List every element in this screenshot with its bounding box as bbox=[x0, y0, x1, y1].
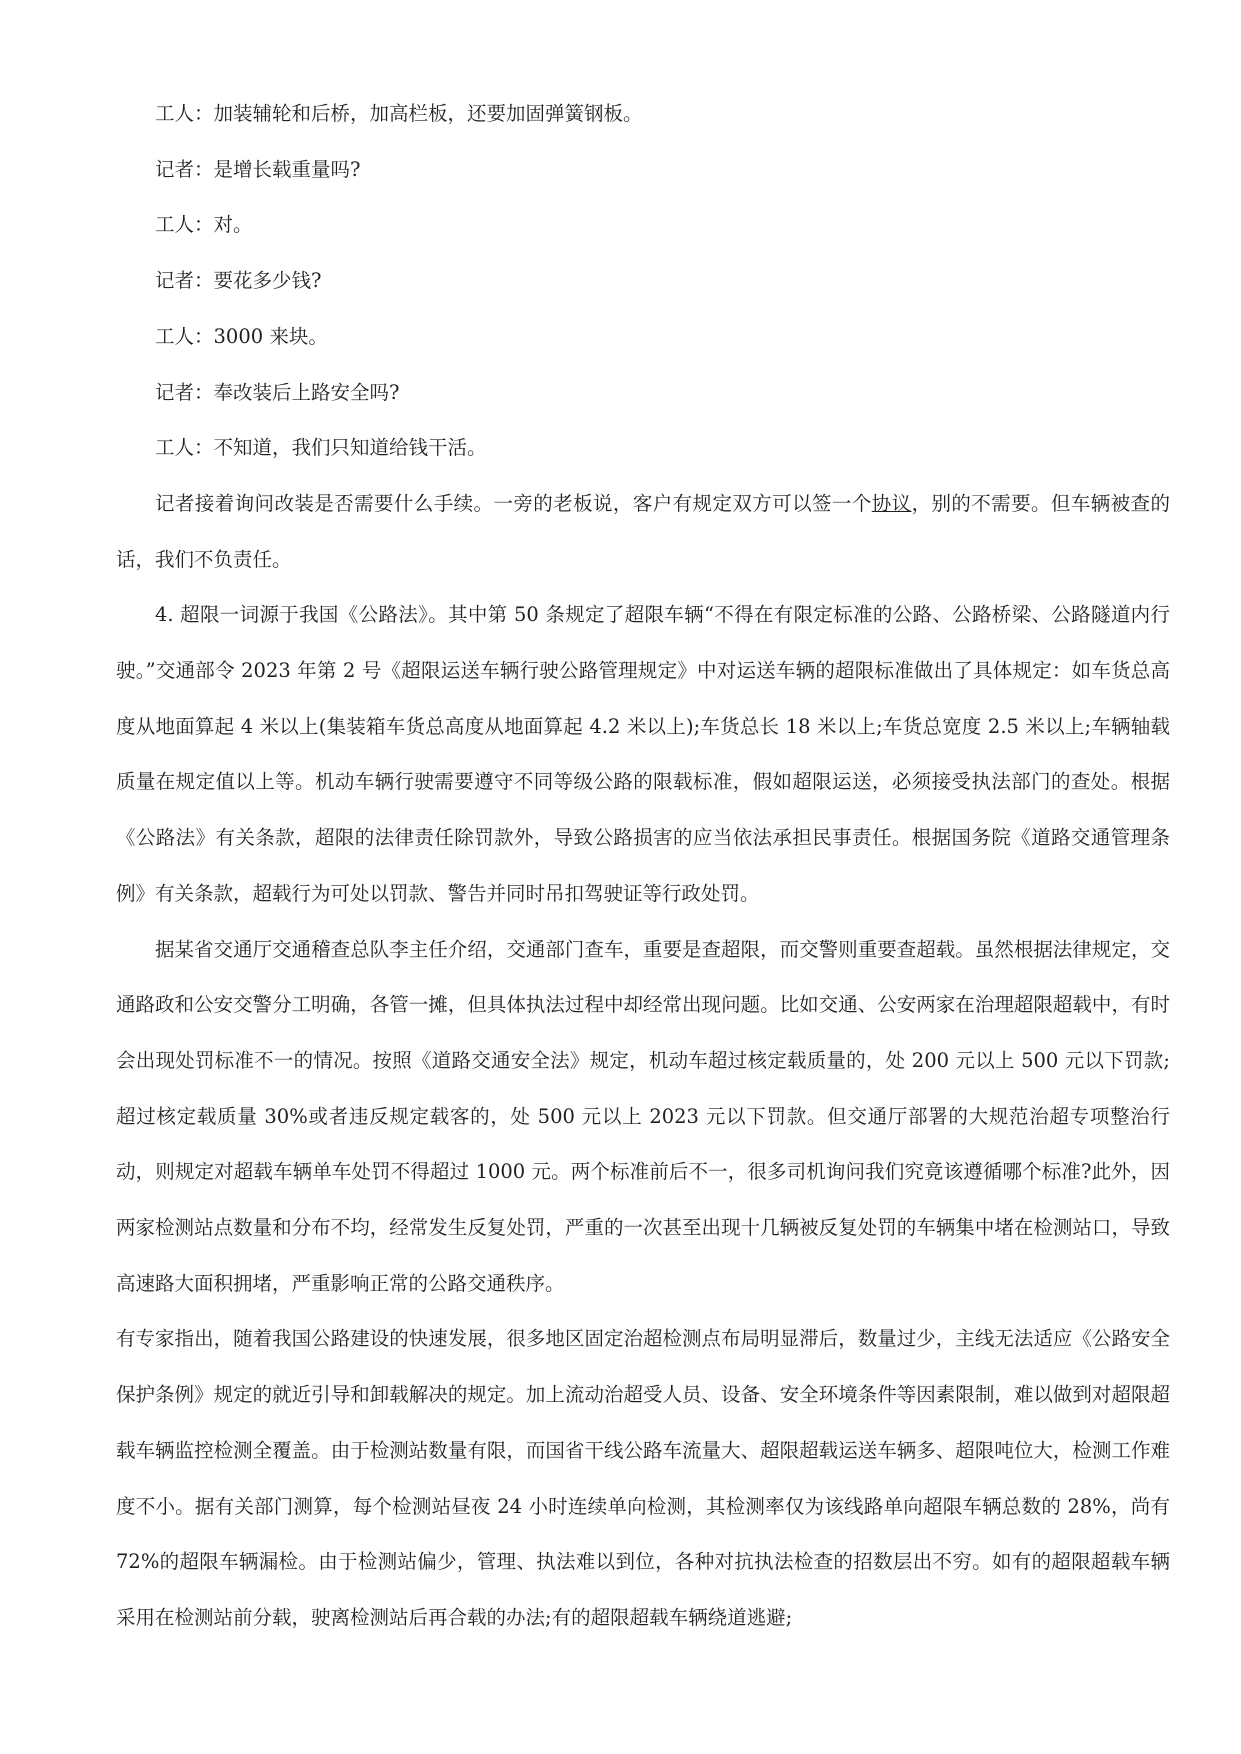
dialogue-text: 是增长载重量吗? bbox=[213, 157, 361, 181]
dialogue-line bbox=[116, 142, 1170, 198]
paragraph-expert-opinion: 有专家指出，随着我国公路建设的快速发展，很多地区固定治超检测点布局明显滞后，数量过少，主线无法适应《公路安全保护条例》规定的就近引导和卸载解决的规定。加上流动治超受人员、设备、安全环境条件等因素限制，难以做到对超限超载车辆监控检测全覆盖。由于检测站数量有限，而国省干线公路车流量大、超限超载运送车辆多、超限吨位大，检测工作难度不小。据有关部门测算，每个检测站昼夜 24 小时连续单向检测，其检测率仅为该线路单向超限车辆总数的 28%，尚有 72%的超限车辆漏检。由于检测站偏少，管理、执法难以到位，各种对抗执法检查的招数层出不穷。如有的超限超载车辆采用在检测站前分载，驶离检测站后再合载的办法;有的超限超载车辆绕道逃避; bbox=[116, 1327, 1170, 1629]
dialogue-line bbox=[116, 86, 1170, 142]
dialogue-text: 3000 来块。 bbox=[213, 324, 328, 348]
speaker-label: 记者： bbox=[155, 157, 214, 181]
dialogue-text: 对。 bbox=[213, 213, 253, 237]
speaker-label: 工人： bbox=[155, 436, 214, 460]
paragraph-text: 记者接着询问改装是否需要什么手续。一旁的老板说，客户有规定双方可以签一个 bbox=[155, 491, 872, 515]
dialogue-line bbox=[116, 197, 1170, 253]
dialogue-line bbox=[116, 253, 1170, 309]
document-body bbox=[116, 86, 1170, 1646]
paragraph-text: ，别的不需要。但车辆被查的话，我们不负责任。 bbox=[116, 491, 1170, 571]
dialogue-text: 不知道，我们只知道给钱干活。 bbox=[213, 436, 487, 460]
paragraph-item-4: 4. 超限一词源于我国《公路法》。其中第 50 条规定了超限车辆“不得在有限定标准的公路、公路桥梁、公路隧道内行驶。”交通部令 2023 年第 2 号《超限运送车辆行驶公路管理规定》中对运送车辆的超限标准做出了具体规定：如车货总高度从地面算起 4 米以上(集装箱车货总高度从地面算起 4.2 米以上);车货总长 18 米以上;车货总宽度 2.5 米以上;车辆轴载质量在规定值以上等。机动车辆行驶需要遵守不同等级公路的限载标准，假如超限运送，必须接受执法部门的查处。根据《公路法》有关条款，超限的法律责任除罚款外，导致公路损害的应当依法承担民事责任。根据国务院《道路交通管理条例》有关条款，超载行为可处以罚款、警告并同时吊扣驾驶证等行政处罚。 bbox=[116, 603, 1170, 905]
speaker-label: 工人： bbox=[155, 324, 214, 348]
underlined-term: 协议 bbox=[871, 491, 912, 515]
dialogue-text: 奉改装后上路安全吗? bbox=[213, 380, 400, 404]
dialogue-line bbox=[116, 365, 1170, 421]
dialogue-text: 加装辅轮和后桥，加高栏板，还要加固弹簧钢板。 bbox=[213, 102, 643, 125]
speaker-label: 工人： bbox=[155, 213, 214, 237]
dialogue-text: 要花多少钱? bbox=[213, 269, 322, 293]
dialogue-line bbox=[116, 420, 1170, 476]
speaker-label: 工人： bbox=[155, 102, 214, 125]
dialogue-line bbox=[116, 309, 1170, 365]
speaker-label: 记者： bbox=[155, 380, 214, 404]
paragraph-inspection-director: 据某省交通厅交通稽查总队李主任介绍，交通部门查车，重要是查超限，而交警则重要查超载。虽然根据法律规定，交通路政和公安交警分工明确，各管一摊，但具体执法过程中却经常出现问题。比如交通、公安两家在治理超限超载中，有时会出现处罚标准不一的情况。按照《道路交通安全法》规定，机动车超过核定载质量的，处 200 元以上 500 元以下罚款;超过核定载质量 30%或者违反规定载客的，处 500 元以上 2023 元以下罚款。但交通厅部署的大规范治超专项整治行动，则规定对超载车辆单车处罚不得超过 1000 元。两个标准前后不一，很多司机询问我们究竟该遵循哪个标准?此外，因两家检测站点数量和分布不均，经常发生反复处罚，严重的一次甚至出现十几辆被反复处罚的车辆集中堵在检测站口，导致高速路大面积拥堵，严重影响正常的公路交通秩序。 bbox=[116, 937, 1170, 1295]
speaker-label: 记者： bbox=[155, 269, 214, 293]
paragraph-owner-remark bbox=[116, 476, 1170, 587]
